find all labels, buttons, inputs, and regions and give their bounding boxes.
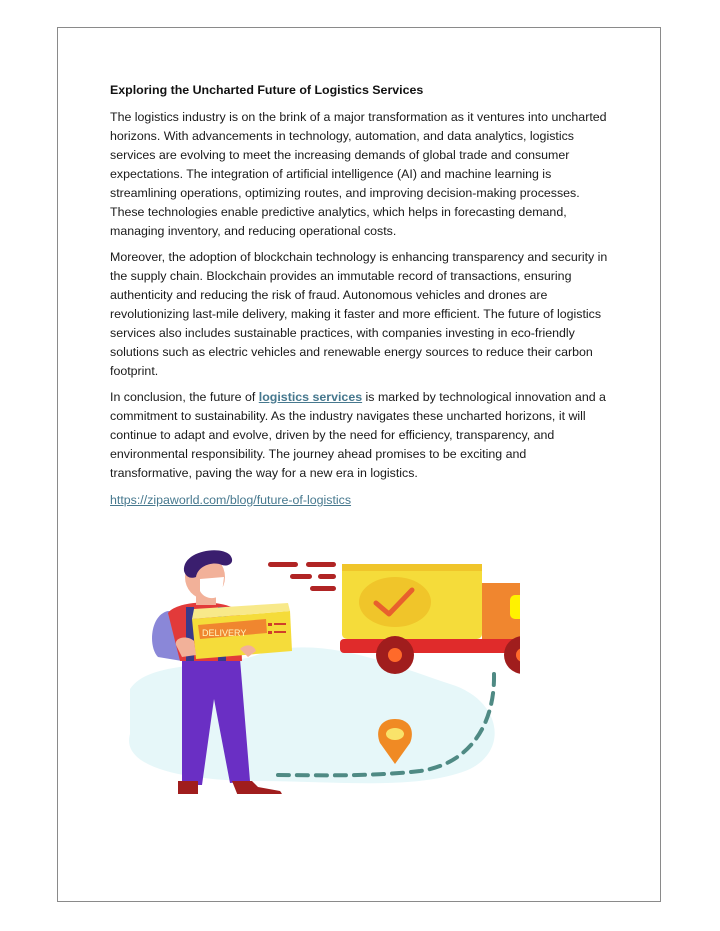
truck-base [340,639,520,653]
delivery-box-label: DELIVERY [202,628,247,638]
paragraph-3 [110,388,610,483]
truck-window [510,595,520,619]
paragraph-3-text-end: is marked by technological innovation and a commitment to sustainability. As the industry navigates these uncharted horizons, it will continue to adapt and evolve, driven by the need for efficiency, transparency, and environmental responsibility. The journey ahead promises to be exciting and transformative, paving the way for a new era in logistics. [110,390,606,480]
paragraph-1: The logistics industry is on the brink of a major transformation as it ventures into uncharted horizons. With advancements in technology, automation, and data analytics, logistics services are evolving to meet the increasing demands of global trade and consumer expectations. The integration of artificial intelligence (AI) and machine learning is streamlining operations, optimizing routes, and improving decision-making processes. These technologies enable predictive analytics, which helps in forecasting demand, managing inventory, and reducing operational costs. [110,110,607,238]
truck-checkmark-icon [359,577,431,627]
speed-lines [268,562,336,591]
paragraph-2: Moreover, the adoption of blockchain technology is enhancing transparency and security in the supply chain. Blockchain provides an immutable record of transactions, ensuring authenticity and reducing the risk of fraud. Autonomous vehicles and drones are revolutionizing last-mile delivery, making it faster and more efficient. The future of logistics services also includes sustainable practices, with companies investing in eco-friendly solutions such as electric vehicles and renewable energy sources to reduce their carbon footprint. [110,250,608,378]
document-body [110,81,610,510]
logistics-services-link[interactable]: logistics services [258,390,363,404]
courier-shoe-right [232,781,282,794]
courier-shoe-left [174,781,199,794]
delivery-illustration [90,519,520,794]
document-title: Exploring the Uncharted Future of Logistics Services [110,83,424,97]
face-mask [200,577,224,598]
paragraph-3-text-start: In conclusion, the future of [110,390,259,404]
source-url-link[interactable]: https://zipaworld.com/blog/future-of-logistics [110,493,352,507]
